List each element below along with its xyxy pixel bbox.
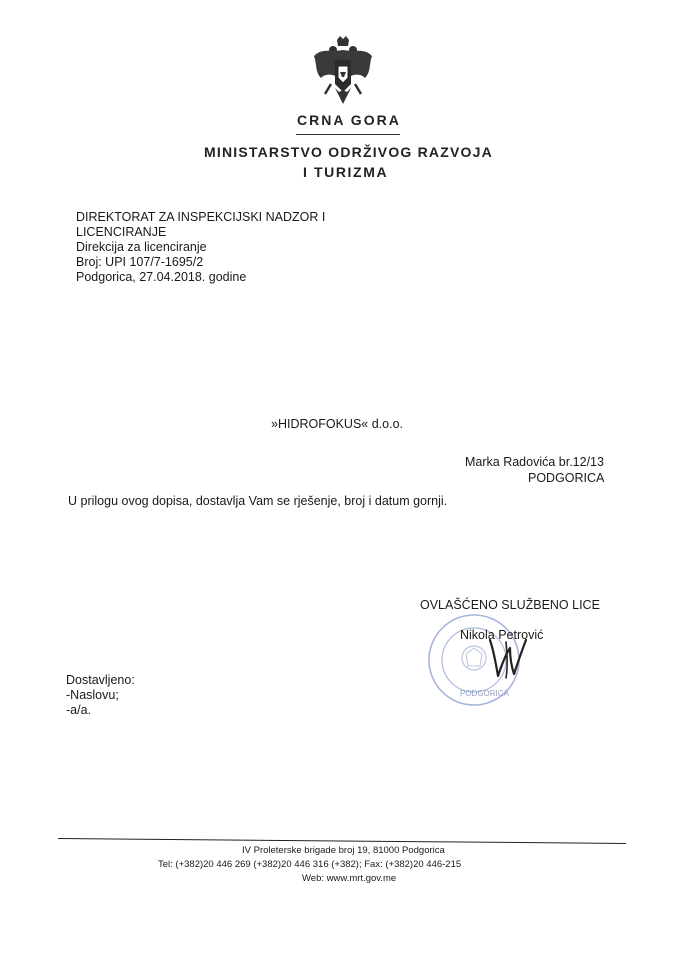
ministry-name-line2: I TURIZMA xyxy=(303,164,389,180)
ministry-name-line1: MINISTARSTVO ODRŽIVOG RAZVOJA xyxy=(204,144,493,160)
footer-address: IV Proleterske brigade broj 19, 81000 Podgorica xyxy=(242,845,445,856)
distribution-item: -Naslovu; xyxy=(66,688,119,702)
distribution-heading: Dostavljeno: xyxy=(66,673,135,687)
recipient-name: »HIDROFOKUS« d.o.o. xyxy=(271,417,403,431)
directorate-line1: DIREKTORAT ZA INSPEKCIJSKI NADZOR I xyxy=(76,210,326,224)
footer-phones: Tel: (+382)20 446 269 (+382)20 446 316 (+382); Fax: (+382)20 446-215 xyxy=(158,859,462,870)
sender-block xyxy=(76,210,325,285)
coat-of-arms-emblem xyxy=(311,34,375,110)
stamp-city-text: PODGORICA xyxy=(460,689,509,698)
place-and-date: Podgorica, 27.04.2018. godine xyxy=(76,270,247,284)
directorate-line2: LICENCIRANJE xyxy=(76,225,167,239)
handwritten-signature xyxy=(484,634,530,680)
reference-number: Broj: UPI 107/7-1695/2 xyxy=(76,255,204,269)
footer-web: Web: www.mrt.gov.me xyxy=(302,873,397,884)
distribution-list xyxy=(66,673,135,718)
recipient-city: PODGORICA xyxy=(528,471,605,485)
signatory-title: OVLAŠĆENO SLUŽBENO LICE xyxy=(420,598,600,612)
signatory-name: Nikola Petrović xyxy=(460,628,544,642)
footer-divider xyxy=(58,838,626,844)
distribution-item: -a/a. xyxy=(66,703,92,717)
department-name: Direkcija za licenciranje xyxy=(76,240,207,254)
letter-body: U prilogu ovog dopisa, dostavlja Vam se rješenje, broj i datum gornji. xyxy=(68,494,448,508)
recipient-street: Marka Radovića br.12/13 xyxy=(465,455,604,469)
letterhead-divider xyxy=(296,134,400,135)
country-title: CRNA GORA xyxy=(297,112,401,128)
